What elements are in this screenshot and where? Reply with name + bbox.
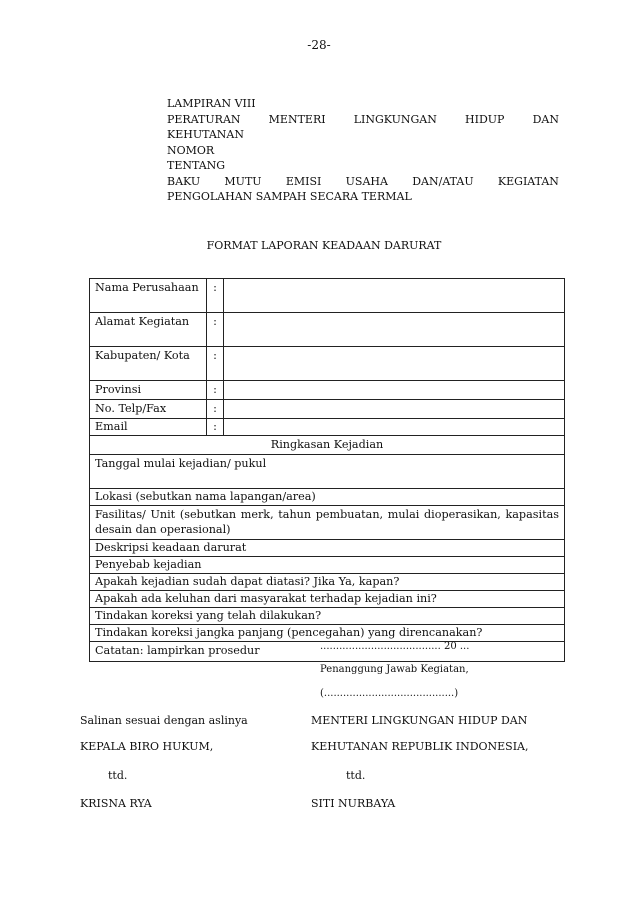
field-label: Kabupaten/ Kota: [90, 347, 207, 381]
header-line-justified: [167, 174, 559, 190]
table-row-summary-header: [90, 436, 565, 455]
summary-item[interactable]: Fasilitas/ Unit (sebutkan merk, tahun pembuatan, mulai dioperasikan, kapasitas desain dan operasional): [90, 505, 565, 539]
table-row-phone-fax: [90, 400, 565, 419]
table-row-province: [90, 381, 565, 400]
company-name-value[interactable]: [224, 279, 565, 313]
field-label: Nama Perusahaan: [90, 279, 207, 313]
table-row-email: [90, 419, 565, 436]
table-row-summary-item: [90, 607, 565, 624]
footer-right-name: SITI NURBAYA: [311, 797, 396, 810]
signature-date-line: ...................................... 20 ...: [320, 641, 470, 652]
table-row-summary-item: [90, 454, 565, 488]
province-value[interactable]: [224, 381, 565, 400]
attachment-header: [167, 96, 559, 205]
field-label: Provinsi: [90, 381, 207, 400]
field-colon: :: [207, 419, 224, 436]
summary-item[interactable]: Tanggal mulai kejadian/ pukul: [90, 454, 565, 488]
header-line: KEHUTANAN: [167, 128, 244, 141]
header-word: EMISI: [285, 174, 322, 188]
header-word: MUTU: [224, 174, 262, 188]
field-colon: :: [207, 313, 224, 347]
table-row-summary-item: [90, 539, 565, 556]
header-line: LAMPIRAN VIII: [167, 97, 256, 110]
header-word: KEGIATAN: [497, 174, 559, 188]
summary-item[interactable]: Apakah kejadian sudah dapat diatasi? Jika Ya, kapan?: [90, 573, 565, 590]
footer-left-ttd: ttd.: [108, 769, 128, 782]
table-row-summary-item: [90, 488, 565, 505]
email-value[interactable]: [224, 419, 565, 436]
footer-left-name: KRISNA RYA: [80, 797, 152, 810]
emergency-report-table: [89, 278, 565, 662]
footer-right-title: MENTERI LINGKUNGAN HIDUP DAN: [311, 714, 528, 727]
summary-header: Ringkasan Kejadian: [90, 436, 565, 455]
summary-item[interactable]: Deskripsi keadaan darurat: [90, 539, 565, 556]
table-row-summary-item: [90, 556, 565, 573]
field-colon: :: [207, 400, 224, 419]
header-line: PENGOLAHAN SAMPAH SECARA TERMAL: [167, 190, 412, 203]
header-word: DAN: [532, 112, 559, 126]
summary-item[interactable]: Apakah ada keluhan dari masyarakat terhadap kejadian ini?: [90, 590, 565, 607]
form-title: FORMAT LAPORAN KEADAAN DARURAT: [206, 239, 442, 252]
table-row-company-name: [90, 279, 565, 313]
summary-item[interactable]: Penyebab kejadian: [90, 556, 565, 573]
header-word: MENTERI: [268, 112, 326, 126]
header-word: PERATURAN: [167, 112, 241, 126]
table-row-summary-item: [90, 624, 565, 641]
summary-item[interactable]: Lokasi (sebutkan nama lapangan/area): [90, 488, 565, 505]
field-label: No. Telp/Fax: [90, 400, 207, 419]
table-row-summary-item: [90, 590, 565, 607]
table-row-summary-item: [90, 573, 565, 590]
summary-item[interactable]: Tindakan koreksi jangka panjang (pencegahan) yang direncanakan?: [90, 624, 565, 641]
footer-left-position: KEPALA BIRO HUKUM,: [80, 740, 214, 753]
summary-item[interactable]: Catatan: lampirkan prosedur: [90, 641, 565, 661]
field-colon: :: [207, 347, 224, 381]
field-colon: :: [207, 381, 224, 400]
header-line-justified: [167, 112, 559, 128]
signature-role: Penanggung Jawab Kegiatan,: [320, 664, 469, 675]
footer-left-copy-note: Salinan sesuai dengan aslinya: [80, 714, 248, 727]
header-word: LINGKUNGAN: [353, 112, 437, 126]
summary-item[interactable]: Tindakan koreksi yang telah dilakukan?: [90, 607, 565, 624]
regency-city-value[interactable]: [224, 347, 565, 381]
header-line: NOMOR: [167, 143, 215, 157]
table-row-activity-address: [90, 313, 565, 347]
header-word: DAN/ATAU: [412, 174, 474, 188]
page-number: -28-: [307, 38, 331, 52]
signature-name-placeholder: (.........................................): [320, 688, 459, 699]
footer-right-ttd: ttd.: [346, 769, 366, 782]
activity-address-value[interactable]: [224, 313, 565, 347]
field-colon: :: [207, 279, 224, 313]
footer-right-title-cont: KEHUTANAN REPUBLIK INDONESIA,: [311, 740, 529, 753]
table-row-regency-city: [90, 347, 565, 381]
header-word: USAHA: [345, 174, 388, 188]
field-label: Email: [90, 419, 207, 436]
field-label: Alamat Kegiatan: [90, 313, 207, 347]
table-row-summary-item: [90, 505, 565, 539]
header-word: BAKU: [167, 174, 201, 188]
phone-fax-value[interactable]: [224, 400, 565, 419]
header-word: HIDUP: [465, 112, 505, 126]
header-line: TENTANG: [167, 159, 226, 172]
